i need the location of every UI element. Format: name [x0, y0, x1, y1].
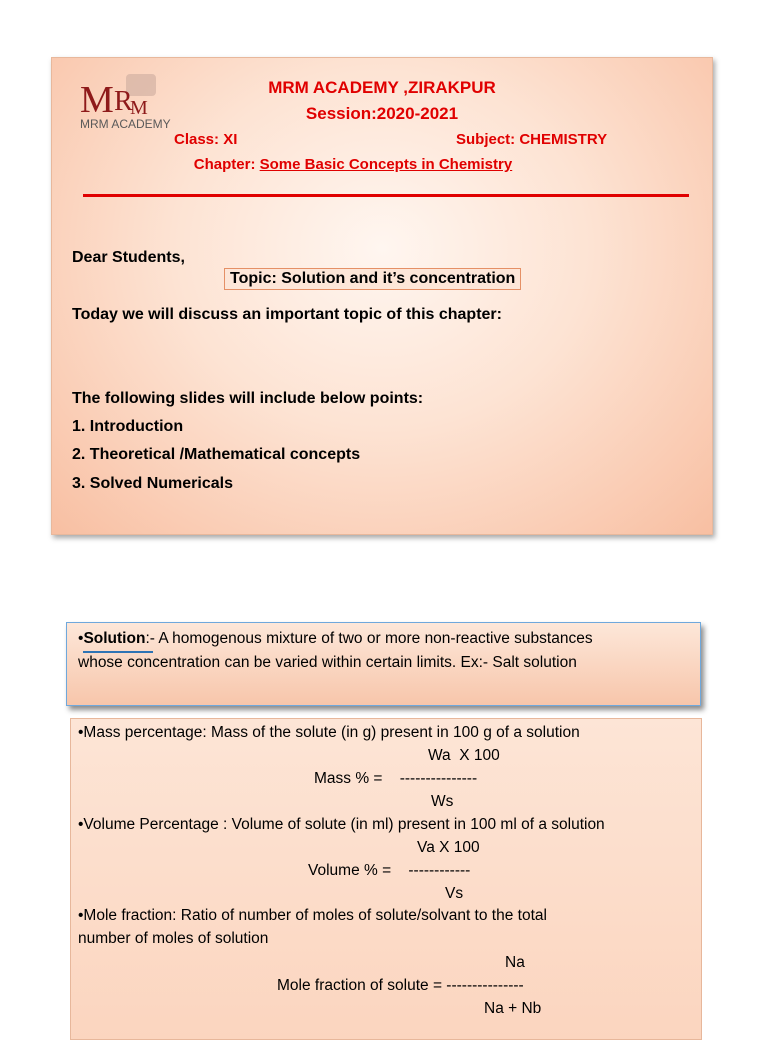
- points-heading: The following slides will include below points:: [72, 390, 424, 407]
- solution-term: Solution: [83, 630, 146, 647]
- point-item: 1. Introduction: [72, 418, 184, 435]
- chapter-prefix: Chapter:: [193, 156, 260, 173]
- volume-percent-denominator: Vs: [445, 885, 464, 902]
- volume-percent-formula: Volume % = ------------: [308, 862, 471, 879]
- solution-def-line1: :- A homogenous mixture of two or more non-reactive substances: [145, 630, 593, 647]
- mass-percent-denominator: Ws: [431, 793, 454, 810]
- solution-def-line2: whose concentration can be varied within certain limits. Ex:- Salt solution: [78, 654, 577, 671]
- term-underline: [83, 651, 153, 653]
- svg-text:M: M: [130, 97, 148, 119]
- title-slide: [51, 57, 713, 535]
- class-label: Class: XI: [174, 131, 238, 148]
- red-divider: [83, 194, 689, 197]
- academy-name: MRM ACADEMY ,ZIRAKPUR: [268, 78, 496, 97]
- greeting: Dear Students,: [72, 249, 185, 266]
- mass-percent-definition: •Mass percentage: Mass of the solute (in g) present in 100 g of a solution: [78, 724, 580, 741]
- bullet: •: [78, 630, 84, 647]
- mass-percent-formula: Mass % = ---------------: [314, 770, 478, 787]
- svg-text:R: R: [114, 86, 133, 117]
- point-item: 3. Solved Numericals: [72, 475, 233, 492]
- subject-label: Subject: CHEMISTRY: [456, 131, 608, 148]
- svg-text:MRM ACADEMY: MRM ACADEMY: [80, 117, 171, 131]
- svg-text:M: M: [80, 79, 114, 121]
- mole-fraction-definition-cont: number of moles of solution: [78, 930, 269, 947]
- chapter-name: Some Basic Concepts in Chemistry: [259, 156, 513, 173]
- session: Session:2020-2021: [305, 104, 459, 123]
- mole-fraction-numerator: Na: [505, 954, 525, 971]
- solution-definition-box: [66, 622, 701, 706]
- intro-text: Today we will discuss an important topic of this chapter:: [72, 306, 502, 323]
- topic-box: Topic: Solution and it’s concentration: [224, 268, 521, 290]
- concentration-formulas-box: [70, 718, 702, 1040]
- mass-percent-numerator: Wa X 100: [428, 747, 500, 764]
- mole-fraction-formula: Mole fraction of solute = ---------------: [277, 977, 524, 994]
- volume-percent-numerator: Va X 100: [417, 839, 480, 856]
- point-item: 2. Theoretical /Mathematical concepts: [72, 446, 361, 463]
- volume-percent-definition: •Volume Percentage : Volume of solute (in ml) present in 100 ml of a solution: [78, 816, 605, 833]
- chapter-line: [52, 156, 654, 173]
- mole-fraction-definition: •Mole fraction: Ratio of number of moles of solute/solvant to the total: [78, 907, 547, 924]
- mole-fraction-denominator: Na + Nb: [484, 1000, 542, 1017]
